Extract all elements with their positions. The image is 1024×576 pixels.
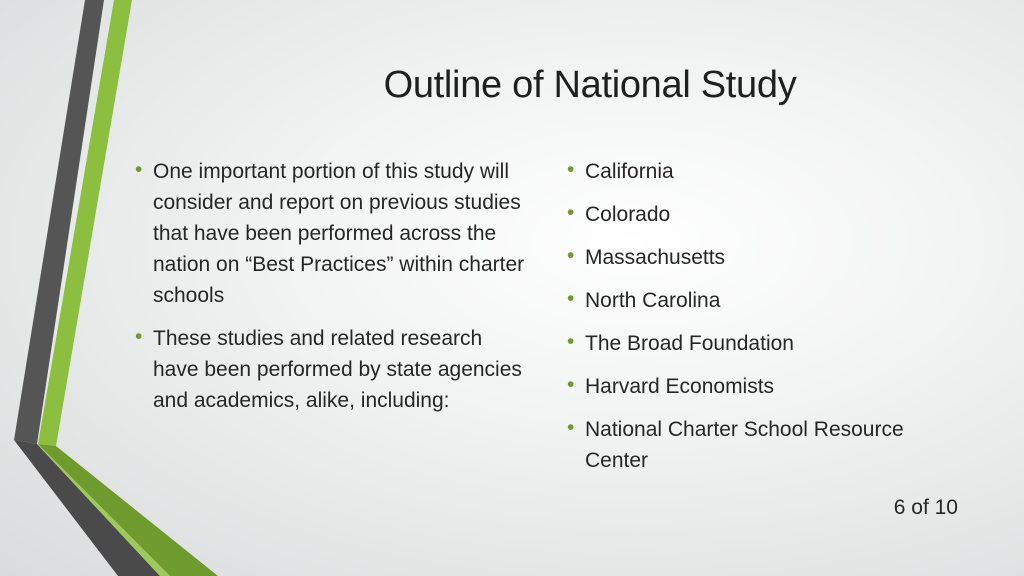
bullet-marker: •	[567, 416, 575, 439]
dark-stripe-lower	[14, 440, 160, 576]
bullet-marker: •	[135, 325, 143, 348]
left-bullet-item	[133, 156, 533, 311]
right-bullet-item	[565, 414, 965, 476]
right-bullet-list	[565, 156, 965, 488]
bullet-marker: •	[567, 158, 575, 181]
right-bullet-item	[565, 156, 965, 187]
bullet-text: National Charter School Resource Center	[585, 418, 904, 472]
bullet-text: One important portion of this study will consider and report on previous studies that have been performed across the nation on “Best Practices” within charter schools	[153, 160, 525, 307]
bullet-text: Colorado	[585, 203, 671, 226]
bullet-marker: •	[567, 244, 575, 267]
left-bullet-item	[133, 323, 533, 416]
bullet-text: Harvard Economists	[585, 375, 775, 398]
bullet-marker: •	[135, 158, 143, 181]
bullet-text: Massachusetts	[585, 246, 726, 269]
bullet-marker: •	[567, 330, 575, 353]
bullet-marker: •	[567, 373, 575, 396]
bullet-marker: •	[567, 201, 575, 224]
page-number: 6 of 10	[893, 496, 958, 519]
slide-title: Outline of National Study	[383, 64, 797, 106]
bullet-text: The Broad Foundation	[585, 332, 794, 355]
right-bullet-item	[565, 285, 965, 316]
bullet-marker: •	[567, 287, 575, 310]
bullet-text: These studies and related research have been performed by state agencies and academics, alike, including:	[153, 327, 522, 412]
right-bullet-item	[565, 199, 965, 230]
right-bullet-item	[565, 371, 965, 402]
bullet-text: California	[585, 160, 674, 183]
left-bullet-list	[133, 156, 533, 428]
right-bullet-item	[565, 328, 965, 359]
bullet-text: North Carolina	[585, 289, 721, 312]
right-bullet-item	[565, 242, 965, 273]
